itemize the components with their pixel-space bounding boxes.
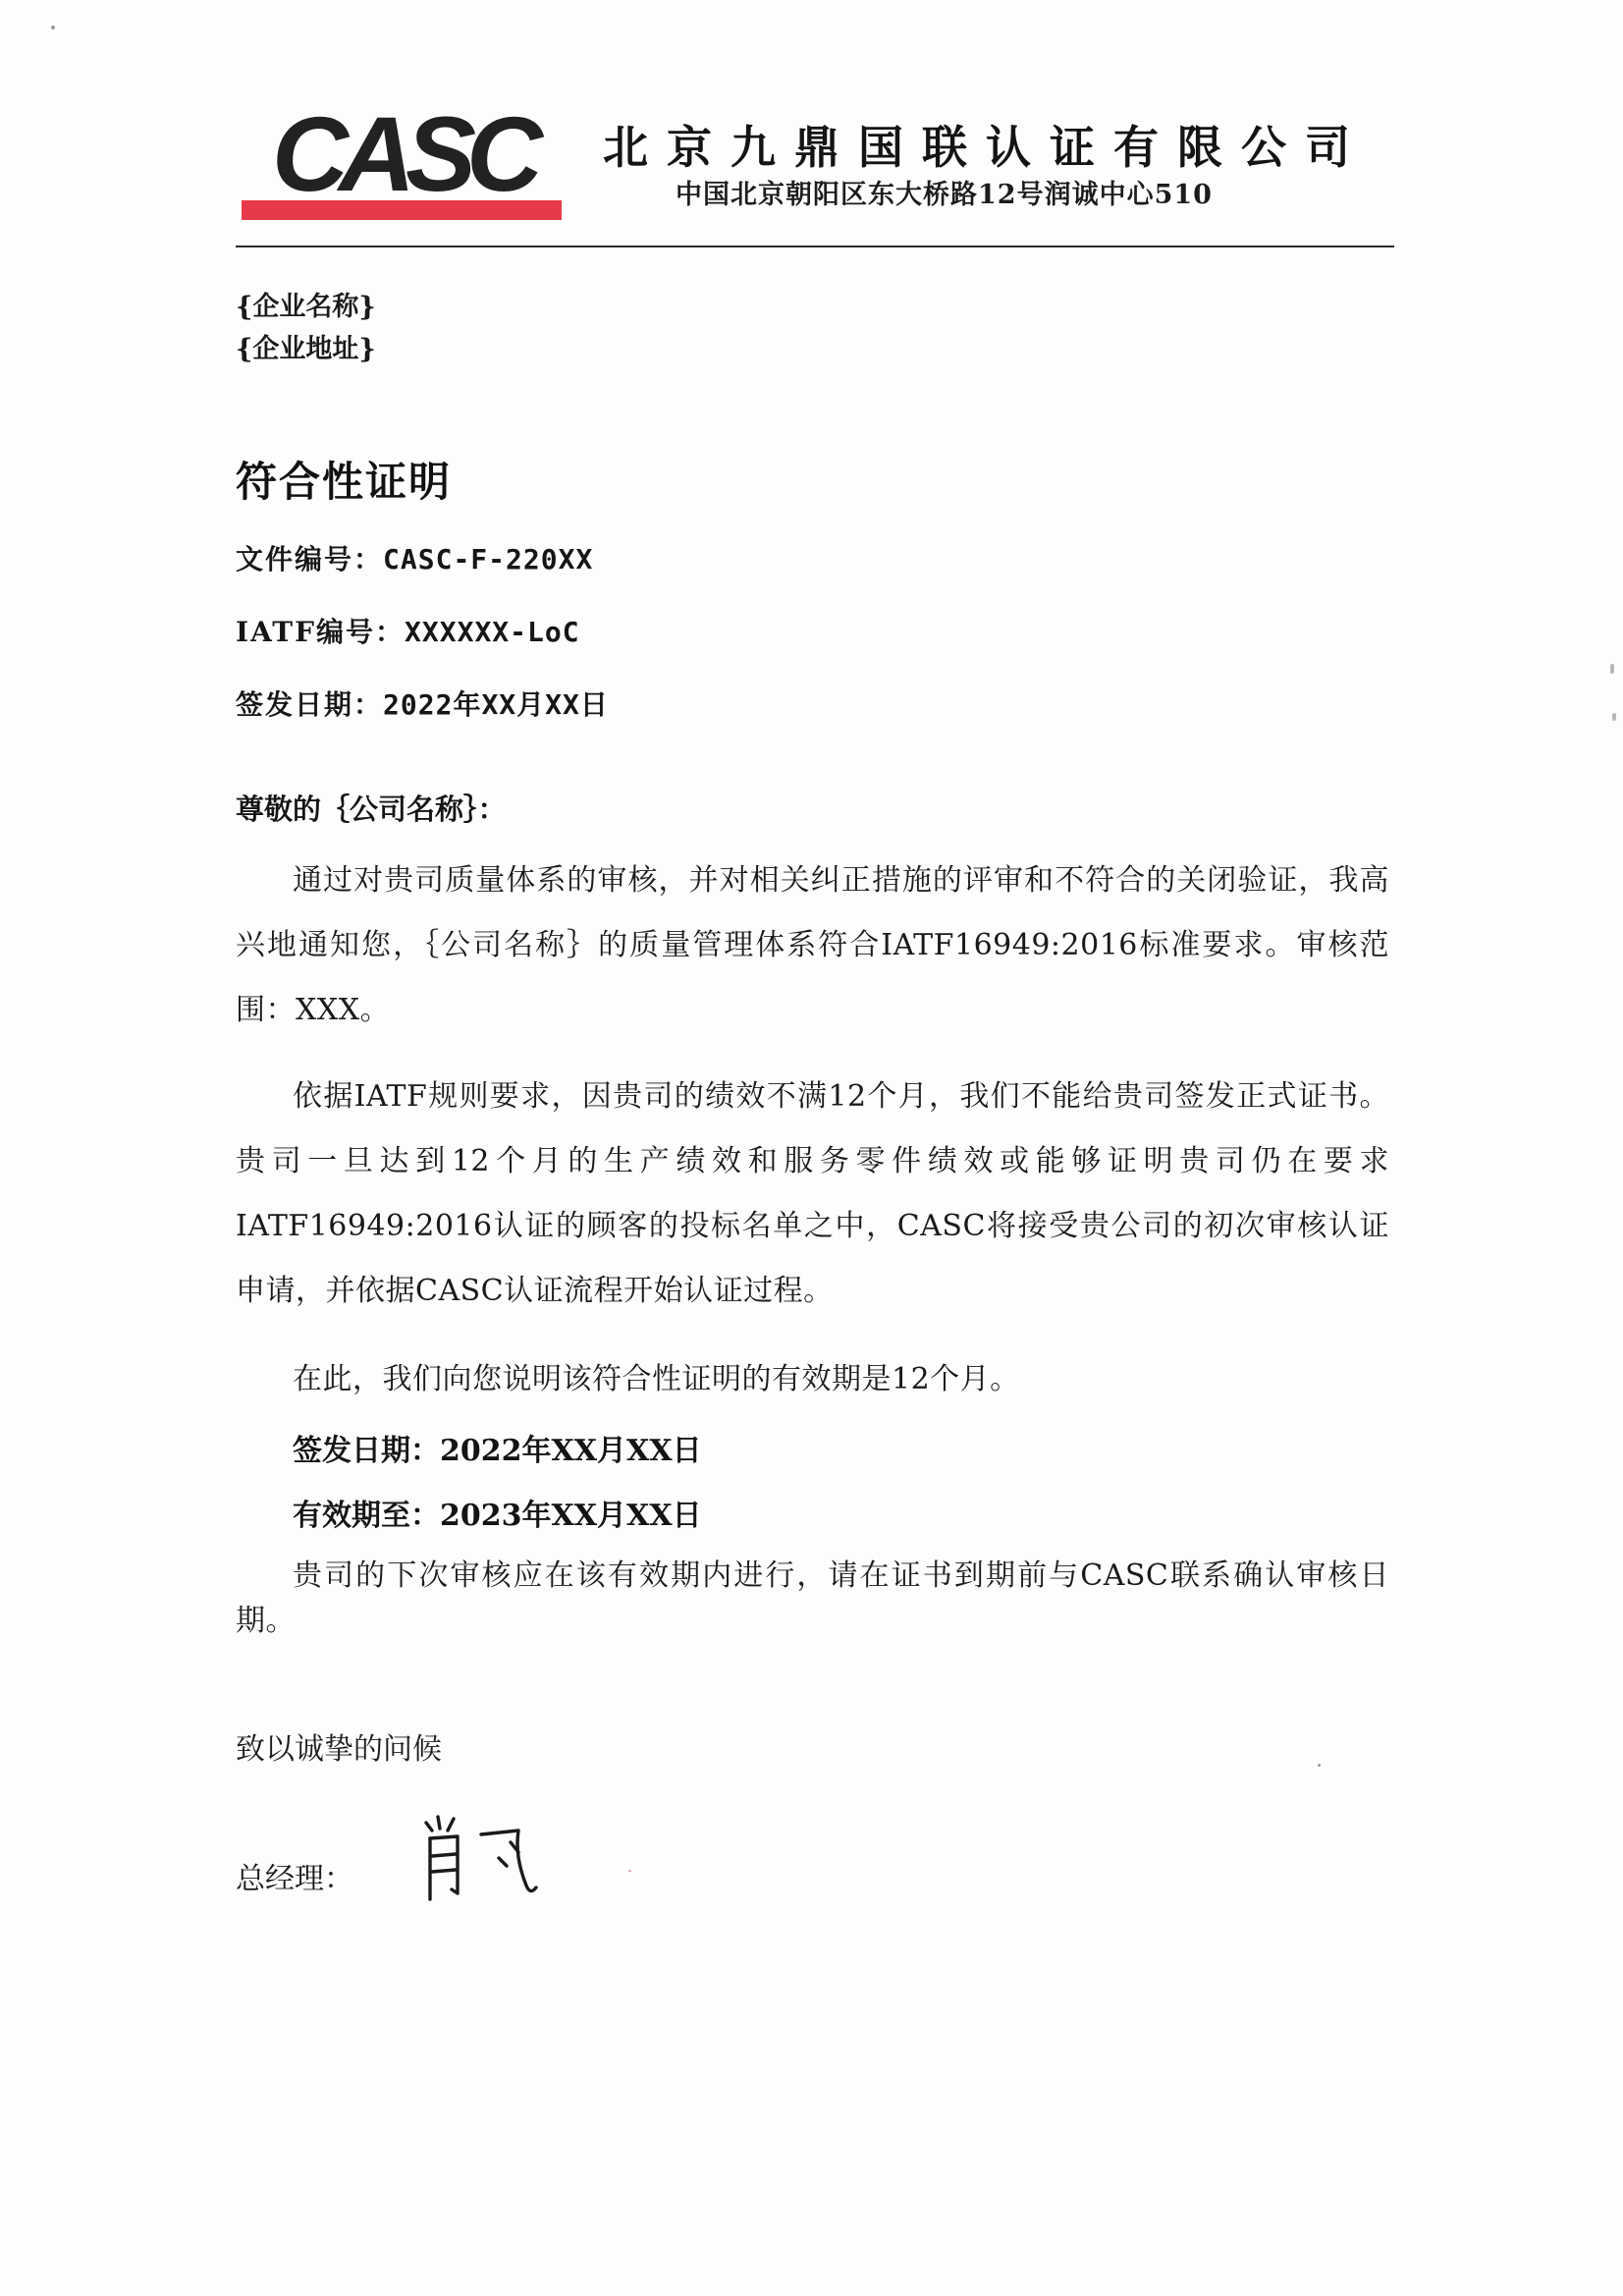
iatf-number-label: IATF编号： xyxy=(236,616,406,648)
signer-title: 总经理： xyxy=(236,1862,353,1896)
paragraph-iatf-rules: 依据IATF规则要求，因贵司的绩效不满12个月，我们不能给贵司签发正式证书。贵司一旦达到12个月的生产绩效和服务零件绩效或能够证明贵司仍在要求IATF16949:2016认证的顾客的投标名单之中，CASC将接受贵公司的初次审核认证申请，并依据CASC认证流程开始认证过程。 xyxy=(236,1079,1389,1308)
issue-date-value: 2022年XX月XX日 xyxy=(383,688,609,721)
paragraph-audit-result: 通过对贵司质量体系的审核，并对相关纠正措施的评审和不符合的关闭验证，我高兴地通知您，｛公司名称｝的质量管理体系符合IATF16949:2016标准要求。审核范围：XXX。 xyxy=(236,863,1389,1027)
issue-date-line: 签发日期：2022年XX月XX日 xyxy=(293,1434,702,1468)
file-number-label: 文件编号： xyxy=(236,543,384,575)
iatf-number-row xyxy=(236,611,580,650)
recipient-company-address: {企业地址} xyxy=(236,334,376,364)
file-number-value: CASC-F-220XX xyxy=(383,543,594,575)
valid-until-line: 有效期至：2023年XX月XX日 xyxy=(293,1499,702,1533)
issue-date-row xyxy=(236,683,609,723)
signature-icon xyxy=(416,1809,544,1907)
recipient-company-name: {企业名称} xyxy=(236,292,376,322)
scan-speck xyxy=(1318,1764,1321,1767)
logo-text: CASC xyxy=(271,108,534,213)
handwritten-signature xyxy=(416,1809,544,1907)
closing-greeting: 致以诚挚的问候 xyxy=(236,1732,442,1767)
scan-speck xyxy=(628,1870,631,1872)
salutation: 尊敬的｛公司名称｝： xyxy=(236,793,507,826)
paragraph-validity: 在此，我们向您说明该符合性证明的有效期是12个月。 xyxy=(293,1362,1020,1396)
casc-logo-graphic xyxy=(240,108,566,226)
header-divider xyxy=(236,246,1394,247)
company-name: 北京九鼎国联认证有限公司 xyxy=(603,121,1369,174)
iatf-number-value: XXXXXX-LoC xyxy=(405,616,580,648)
paragraph-next-audit: 贵司的下次审核应在该有效期内进行，请在证书到期前与CASC联系确认审核日期。 xyxy=(236,1558,1389,1638)
issue-date-label: 签发日期： xyxy=(236,688,384,721)
scan-speck xyxy=(1610,664,1614,674)
file-number-row xyxy=(236,538,593,577)
scan-speck xyxy=(1612,713,1616,721)
casc-logo xyxy=(240,108,566,226)
company-address: 中国北京朝阳区东大桥路12号润诚中心510 xyxy=(676,180,1213,210)
scan-speck xyxy=(51,26,55,29)
document-title: 符合性证明 xyxy=(236,458,453,506)
